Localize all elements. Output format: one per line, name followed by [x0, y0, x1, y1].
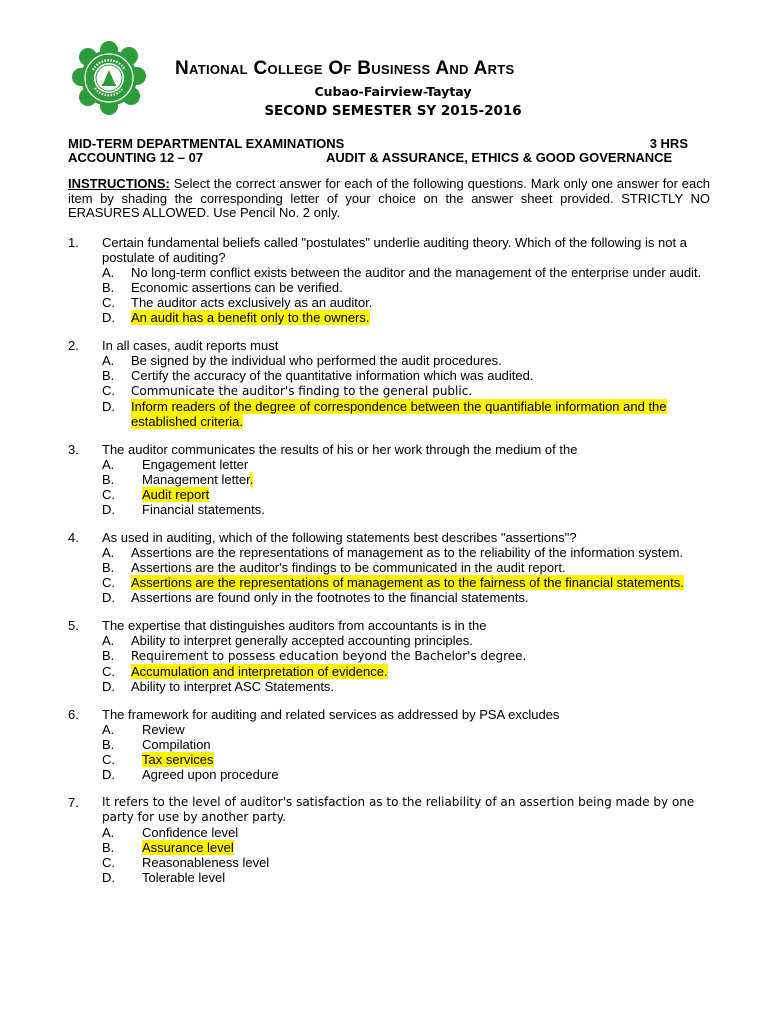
- instructions-block: [68, 177, 710, 221]
- choice-letter: A.: [102, 545, 115, 560]
- choice-letter: A.: [102, 265, 115, 280]
- highlighted-answer-text: Assertions are the representations of management as to the fairness of the financial statements.: [131, 575, 684, 590]
- choice-letter: D.: [102, 767, 115, 782]
- choice-text: Ability to interpret ASC Statements.: [131, 679, 335, 694]
- choice-text: Assertions are the auditor's findings to be communicated in the audit report.: [131, 560, 566, 575]
- choice-text: Management letter: [142, 472, 250, 487]
- question-number: 5.: [68, 618, 79, 633]
- question-number: 6.: [68, 707, 79, 722]
- choice-text: Confidence level: [142, 825, 239, 840]
- answer-choice: [102, 545, 718, 560]
- choice-text: Ability to interpret generally accepted accounting principles.: [131, 633, 473, 648]
- highlight-mark: .: [249, 472, 254, 487]
- course-row: [68, 150, 700, 166]
- choice-text: Certify the accuracy of the quantitative information which was audited.: [131, 368, 534, 383]
- choice-letter: C.: [102, 383, 115, 398]
- instructions-label: INSTRUCTIONS:: [68, 176, 170, 191]
- question-number: 2.: [68, 338, 79, 353]
- answer-choice: [102, 265, 718, 280]
- choice-letter: C.: [102, 664, 115, 679]
- choice-text: No long-term conflict exists between the auditor and the management of the enterprise under audit.: [131, 265, 702, 280]
- choice-text: Requirement to possess education beyond the Bachelor's degree.: [131, 649, 527, 663]
- choice-letter: B.: [102, 737, 115, 752]
- answer-choice: [102, 280, 718, 295]
- answer-choice: [102, 722, 718, 737]
- choice-letter: A.: [102, 353, 115, 368]
- choice-letter: D.: [102, 502, 115, 517]
- question-item: [68, 707, 718, 782]
- choice-letter: B.: [102, 560, 115, 575]
- question-item: [68, 235, 718, 325]
- choice-text: Assertions are found only in the footnotes to the financial statements.: [131, 590, 529, 605]
- choice-letter: C.: [102, 855, 115, 870]
- question-text: The auditor communicates the results of his or her work through the medium of the: [102, 442, 578, 457]
- choice-letter: C.: [102, 487, 115, 502]
- answer-choice: [102, 664, 718, 679]
- highlighted-answer-text: Audit report: [142, 487, 210, 502]
- answer-choice: [102, 399, 718, 429]
- choice-text: Be signed by the individual who performed the audit procedures.: [131, 353, 502, 368]
- school-name: National College Of Business And Arts: [175, 58, 515, 79]
- answer-choice: [102, 855, 718, 870]
- choice-text: Tolerable level: [142, 870, 226, 885]
- choice-text: Communicate the auditor's finding to the general public.: [131, 384, 473, 398]
- answer-choice: [102, 870, 718, 885]
- choice-text: Economic assertions can be verified.: [131, 280, 343, 295]
- question-stem: [68, 795, 718, 825]
- answer-choice: [102, 295, 718, 310]
- answer-choice: [102, 679, 718, 694]
- choice-letter: A.: [102, 722, 115, 737]
- choice-letter: B.: [102, 280, 115, 295]
- answer-choice: [102, 737, 718, 752]
- answer-choice: [102, 590, 718, 605]
- highlighted-answer-text: Accumulation and interpretation of evidence.: [131, 664, 388, 679]
- course-code: ACCOUNTING 12 – 07: [68, 150, 204, 165]
- answer-choice: [102, 353, 718, 368]
- question-item: [68, 618, 718, 694]
- campus-line: Cubao-Fairview-Taytay: [314, 84, 472, 99]
- choice-letter: B.: [102, 472, 115, 487]
- answer-choice: [102, 633, 718, 648]
- answer-choice: [102, 502, 718, 517]
- answer-choice: [102, 457, 718, 472]
- question-text: The expertise that distinguishes auditors from accountants is in the: [102, 618, 487, 633]
- course-title: AUDIT & ASSURANCE, ETHICS & GOOD GOVERNANCE: [326, 150, 673, 165]
- answer-choice: [102, 825, 718, 840]
- question-number: 3.: [68, 442, 79, 457]
- question-list: [68, 235, 718, 898]
- question-stem: [68, 442, 718, 457]
- question-item: [68, 338, 718, 429]
- answer-choice: [102, 383, 718, 399]
- question-item: [68, 442, 718, 517]
- question-text: Certain fundamental beliefs called "postulates" underlie auditing theory. Which of the following is not a postulate of auditing?: [102, 235, 687, 265]
- question-item: [68, 795, 718, 885]
- question-stem: [68, 338, 718, 353]
- question-item: [68, 530, 718, 605]
- answer-choice: [102, 487, 718, 502]
- choice-letter: D.: [102, 870, 115, 885]
- question-stem: [68, 530, 718, 545]
- choice-letter: B.: [102, 368, 115, 383]
- choice-letter: C.: [102, 575, 115, 590]
- choice-letter: A.: [102, 825, 115, 840]
- highlighted-answer-text: Assurance level: [142, 840, 234, 855]
- choice-text: Assertions are the representations of management as to the reliability of the information system.: [131, 545, 684, 560]
- question-stem: [68, 618, 718, 633]
- choice-letter: C.: [102, 295, 115, 310]
- instructions-text: Select the correct answer for each of the following questions. Mark only one answer for each item by shading the corresponding letter of your choice on the answer sheet provided. STRICTLY NO ERASURES ALLOWED. Use Pencil No. 2 only.: [68, 176, 710, 220]
- answer-choice: [102, 767, 718, 782]
- choice-letter: B.: [102, 648, 115, 663]
- exam-title: MID-TERM DEPARTMENTAL EXAMINATIONS: [68, 136, 345, 151]
- answer-choice: [102, 560, 718, 575]
- question-text: It refers to the level of auditor's satisfaction as to the reliability of an assertion being made by one party for use by another party.: [102, 795, 695, 824]
- semester-line: SECOND SEMESTER SY 2015-2016: [264, 103, 522, 119]
- choice-text: Financial statements.: [142, 502, 265, 517]
- choice-text: Review: [142, 722, 185, 737]
- answer-choice: [102, 472, 718, 487]
- choice-letter: D.: [102, 310, 115, 325]
- choice-text: Agreed upon procedure: [142, 767, 279, 782]
- choice-letter: D.: [102, 590, 115, 605]
- answer-choice: [102, 310, 718, 325]
- choice-text: The auditor acts exclusively as an auditor.: [131, 295, 373, 310]
- answer-choice: [102, 840, 718, 855]
- answer-choice: [102, 368, 718, 383]
- choice-text: Reasonableness level: [142, 855, 270, 870]
- question-text: In all cases, audit reports must: [102, 338, 279, 353]
- highlighted-answer-text: Inform readers of the degree of correspondence between the quantifiable information and the established criteria.: [131, 399, 667, 429]
- question-text: The framework for auditing and related services as addressed by PSA excludes: [102, 707, 560, 722]
- choice-letter: D.: [102, 679, 115, 694]
- question-number: 4.: [68, 530, 79, 545]
- choice-letter: D.: [102, 399, 115, 414]
- choice-text: Compilation: [142, 737, 211, 752]
- answer-choice: [102, 575, 718, 590]
- choice-letter: A.: [102, 457, 115, 472]
- question-number: 1.: [68, 235, 79, 250]
- question-text: As used in auditing, which of the following statements best describes "assertions"?: [102, 530, 577, 545]
- question-number: 7.: [68, 795, 79, 810]
- choice-text: Engagement letter: [142, 457, 249, 472]
- exam-duration: 3 HRS: [649, 136, 688, 151]
- choice-letter: C.: [102, 752, 115, 767]
- choice-letter: B.: [102, 840, 115, 855]
- answer-choice: [102, 648, 718, 664]
- highlighted-answer-text: Tax services: [142, 752, 214, 767]
- question-stem: [68, 707, 718, 722]
- answer-choice: [102, 752, 718, 767]
- choice-letter: A.: [102, 633, 115, 648]
- question-stem: [68, 235, 718, 265]
- highlighted-answer-text: An audit has a benefit only to the owners.: [131, 310, 370, 325]
